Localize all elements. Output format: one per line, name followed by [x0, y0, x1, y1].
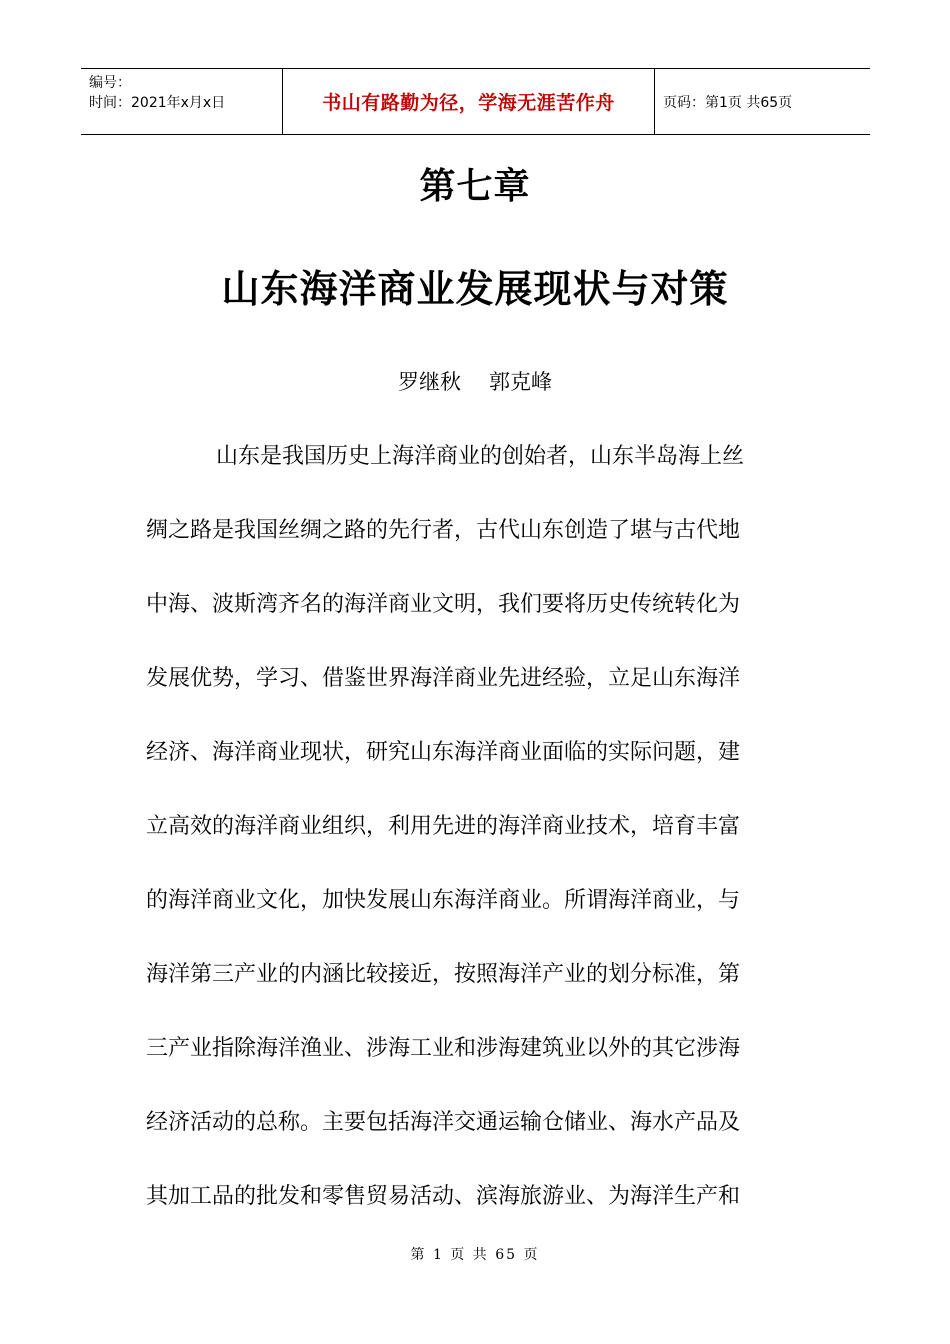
chapter-heading: 第七章	[419, 165, 531, 207]
body-line: 发展优势，学习、借鉴世界海洋商业先进经验，立足山东海洋	[146, 666, 741, 691]
body-line: 立高效的海洋商业组织，利用先进的海洋商业技术，培育丰富	[146, 814, 741, 839]
body-line: 其加工品的批发和零售贸易活动、滨海旅游业、为海洋生产和	[146, 1184, 741, 1209]
body-line: 的海洋商业文化，加快发展山东海洋商业。所谓海洋商业，与	[146, 888, 741, 913]
body-line: 中海、波斯湾齐名的海洋商业文明，我们要将历史传统转化为	[146, 592, 741, 617]
header-meta	[81, 69, 282, 134]
page-header	[81, 68, 870, 135]
author-name: 罗继秋	[398, 370, 461, 394]
page-footer: 第 1 页 共 65 页	[410, 1247, 540, 1263]
header-page-info: 页码：第1页 共65页	[663, 94, 793, 111]
body-line: 山东是我国历史上海洋商业的创始者，山东半岛海上丝	[216, 444, 745, 469]
number-label: 编号：	[89, 75, 131, 91]
document-title: 山东海洋商业发展现状与对策	[221, 266, 729, 311]
date-label: 时间：2021年x月x日	[89, 95, 226, 111]
body-line: 海洋第三产业的内涵比较接近，按照海洋产业的划分标准，第	[146, 962, 741, 987]
authors	[0, 366, 950, 396]
body-line: 三产业指除海洋渔业、涉海工业和涉海建筑业以外的其它涉海	[146, 1036, 741, 1061]
body-line: 经济活动的总称。主要包括海洋交通运输仓储业、海水产品及	[146, 1110, 741, 1135]
author-name: 郭克峰	[489, 370, 552, 394]
body-line: 绸之路是我国丝绸之路的先行者，古代山东创造了堪与古代地	[146, 518, 741, 543]
body-paragraph	[146, 420, 806, 1234]
body-line: 经济、海洋商业现状，研究山东海洋商业面临的实际问题，建	[146, 740, 741, 765]
header-motto: 书山有路勤为径，学海无涯苦作舟	[282, 69, 655, 134]
